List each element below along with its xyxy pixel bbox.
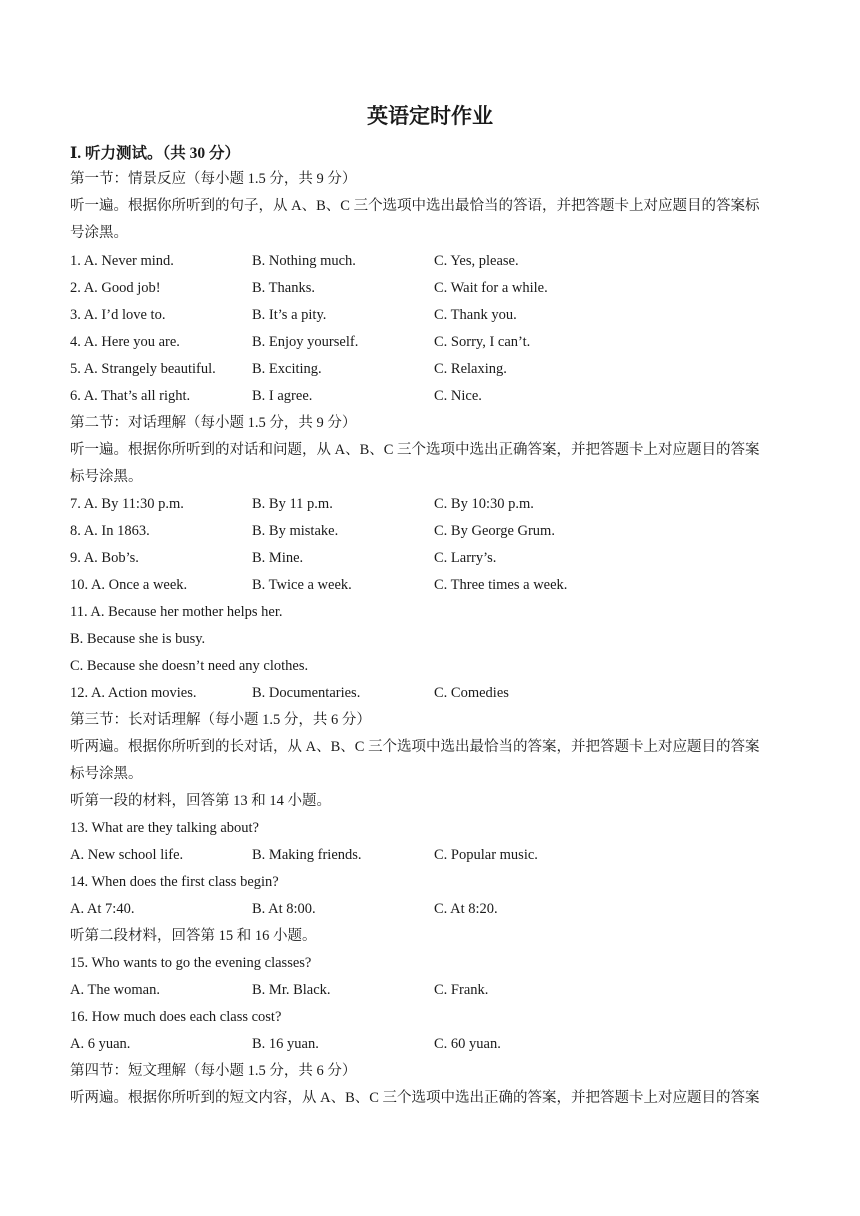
option-c: C. Relaxing. [434, 361, 507, 377]
option-c: C. At 8:20. [434, 901, 498, 917]
option-c: C. By George Grum. [434, 523, 555, 539]
option-a: 9. A. Bob’s. [70, 550, 139, 566]
passage2-instruction: 听第二段材料，回答第 15 和 16 小题。 [70, 928, 317, 944]
option-a: A. The woman. [70, 982, 160, 998]
option-b: B. I agree. [252, 388, 313, 404]
option-c: C. 60 yuan. [434, 1036, 501, 1052]
option-a: A. New school life. [70, 847, 184, 863]
option-a: 7. A. By 11:30 p.m. [70, 496, 184, 512]
option-b: B. Thanks. [252, 280, 315, 296]
option-b: B. Mine. [252, 550, 304, 566]
option-a: A. 6 yuan. [70, 1036, 131, 1052]
option-b: B. Nothing much. [252, 253, 356, 269]
option-c: C. Frank. [434, 982, 489, 998]
option-b: B. Making friends. [252, 847, 362, 863]
option-b: B. By mistake. [252, 523, 339, 539]
option-a: 3. A. I’d love to. [70, 307, 166, 323]
option-c: C. By 10:30 p.m. [434, 496, 534, 512]
option-c: C. Wait for a while. [434, 280, 548, 296]
option-b: B. At 8:00. [252, 901, 316, 917]
option-b: B. Exciting. [252, 361, 322, 377]
question-stem: 13. What are they talking about? [70, 820, 259, 836]
section4-instruction-line1: 听两遍。根据你所听到的短文内容，从 A、B、C 三个选项中选出正确的答案，并把答题卡上对应题目的答案 [70, 1090, 760, 1106]
option-a: 2. A. Good job! [70, 280, 161, 296]
option-c: C. Sorry, I can’t. [434, 334, 531, 350]
option-b: B. Documentaries. [252, 685, 361, 701]
option-c: C. Yes, please. [434, 253, 519, 269]
option-c: C. Because she doesn’t need any clothes. [70, 658, 309, 674]
option-b: B. It’s a pity. [252, 307, 327, 323]
option-c: C. Popular music. [434, 847, 538, 863]
question-stem: 14. When does the first class begin? [70, 874, 279, 890]
option-a: 4. A. Here you are. [70, 334, 180, 350]
section2-instruction-line2: 标号涂黑。 [70, 469, 143, 485]
option-b: B. By 11 p.m. [252, 496, 333, 512]
option-a: 5. A. Strangely beautiful. [70, 361, 216, 377]
question-stem: 16. How much does each class cost? [70, 1009, 282, 1025]
option-b: B. 16 yuan. [252, 1036, 319, 1052]
section1-heading: 第一节：情景反应（每小题 1.5 分，共 9 分） [70, 171, 357, 187]
option-c: C. Nice. [434, 388, 482, 404]
option-a: 8. A. In 1863. [70, 523, 150, 539]
option-b: B. Twice a week. [252, 577, 352, 593]
page-title: 英语定时作业 [367, 104, 493, 128]
option-a: 6. A. That’s all right. [70, 388, 191, 404]
section1-instruction-line2: 号涂黑。 [70, 225, 128, 241]
option-c: C. Three times a week. [434, 577, 568, 593]
option-a: A. At 7:40. [70, 901, 135, 917]
passage1-instruction: 听第一段的材料，回答第 13 和 14 小题。 [70, 793, 331, 809]
option-a: 10. A. Once a week. [70, 577, 188, 593]
section3-instruction-line2: 标号涂黑。 [70, 766, 143, 782]
option-b: B. Mr. Black. [252, 982, 331, 998]
option-a: 1. A. Never mind. [70, 253, 174, 269]
section2-instruction-line1: 听一遍。根据你所听到的对话和问题，从 A、B、C 三个选项中选出正确答案，并把答题卡上对应题目的答案 [70, 442, 760, 458]
question-stem: 15. Who wants to go the evening classes? [70, 955, 312, 971]
section2-heading: 第二节：对话理解（每小题 1.5 分，共 9 分） [70, 415, 357, 431]
option-c: C. Thank you. [434, 307, 517, 323]
option-c: C. Larry’s. [434, 550, 497, 566]
option-a: 11. A. Because her mother helps her. [70, 604, 283, 620]
option-b: B. Enjoy yourself. [252, 334, 359, 350]
section4-heading: 第四节：短文理解（每小题 1.5 分，共 6 分） [70, 1063, 357, 1079]
section3-instruction-line1: 听两遍。根据你所听到的长对话，从 A、B、C 三个选项中选出最恰当的答案，并把答题卡上对应题目的答案 [70, 739, 760, 755]
part1-heading: Ⅰ. 听力测试。（共 30 分） [70, 145, 241, 162]
option-c: C. Comedies [434, 685, 509, 701]
section1-instruction-line1: 听一遍。根据你所听到的句子，从 A、B、C 三个选项中选出最恰当的答语，并把答题卡上对应题目的答案标 [70, 198, 760, 214]
section3-heading: 第三节：长对话理解（每小题 1.5 分，共 6 分） [70, 712, 371, 728]
option-a: 12. A. Action movies. [70, 685, 197, 701]
option-b: B. Because she is busy. [70, 631, 206, 647]
